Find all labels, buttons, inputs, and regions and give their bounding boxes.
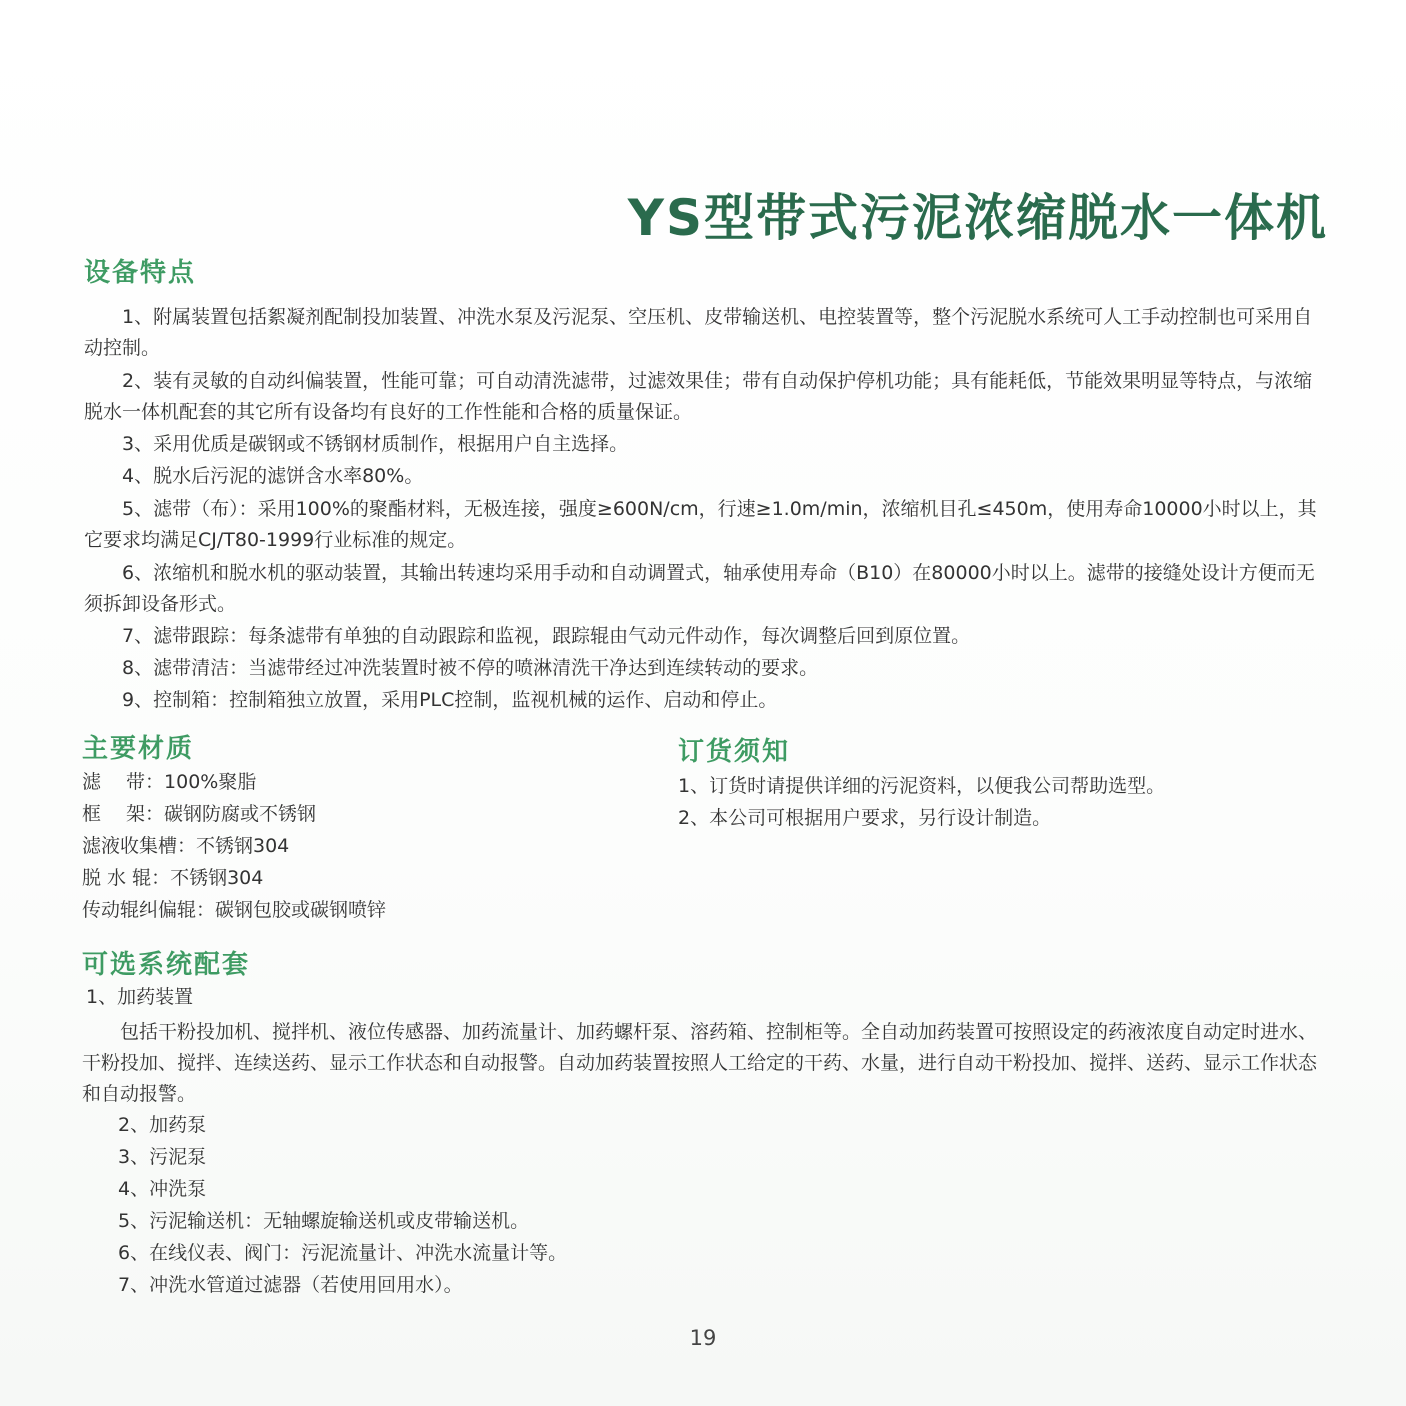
- material-item-filtrate-tank: 滤液收集槽：不锈钢304: [82, 835, 290, 857]
- feature-item-1: 1、附属装置包括絮凝剂配制投加装置、冲洗水泵及污泥泵、空压机、皮带输送机、电控装置等，整个污泥脱水系统可人工手动控制也可采用自动控制。: [84, 306, 1313, 359]
- feature-item-8: 8、滤带清洁：当滤带经过冲洗装置时被不停的喷淋清洗干净达到连续转动的要求。: [122, 657, 819, 679]
- page-number: 19: [689, 1326, 717, 1350]
- material-item-dewatering-roller: 脱 水 辊：不锈钢304: [82, 867, 264, 889]
- feature-item-2: 2、装有灵敏的自动纠偏装置，性能可靠；可自动清洗滤带，过滤效果佳；带有自动保护停机功能；具有能耗低，节能效果明显等特点，与浓缩脱水一体机配套的其它所有设备均有良好的工作性能和合格的质量保证。: [84, 370, 1313, 423]
- feature-item-5: 5、滤带（布）：采用100%的聚酯材料，无极连接，强度≥600N/cm，行速≥1.0m/min，浓缩机目孔≤450m，使用寿命10000小时以上，其它要求均满足CJ/T80-1999行业标准的规定。: [84, 498, 1317, 551]
- ordering-heading: 订货须知: [678, 737, 791, 767]
- page-title: YS型带式污泥浓缩脱水一体机: [627, 189, 1328, 247]
- optional-item-4: 4、冲洗泵: [118, 1178, 207, 1200]
- feature-item-4: 4、脱水后污泥的滤饼含水率80%。: [122, 465, 424, 487]
- material-item-filter-belt: 滤 带：100%聚脂: [82, 771, 257, 793]
- optional-item-1-title: 1、加药装置: [86, 986, 194, 1008]
- materials-heading: 主要材质: [82, 734, 195, 764]
- feature-item-7: 7、滤带跟踪：每条滤带有单独的自动跟踪和监视，跟踪辊由气动元件动作，每次调整后回到原位置。: [122, 625, 971, 647]
- optional-item-7: 7、冲洗水管道过滤器（若使用回用水）。: [118, 1274, 463, 1296]
- optional-item-3: 3、污泥泵: [118, 1146, 207, 1168]
- ordering-item-2: 2、本公司可根据用户要求，另行设计制造。: [678, 807, 1052, 829]
- optional-heading: 可选系统配套: [82, 950, 251, 980]
- feature-item-9: 9、控制箱：控制箱独立放置，采用PLC控制，监视机械的运作、启动和停止。: [122, 689, 778, 711]
- optional-item-2: 2、加药泵: [118, 1114, 207, 1136]
- feature-item-6: 6、浓缩机和脱水机的驱动装置，其输出转速均采用手动和自动调置式，轴承使用寿命（B10）在80000小时以上。滤带的接缝处设计方便而无须拆卸设备形式。: [84, 562, 1315, 615]
- optional-item-5: 5、污泥输送机：无轴螺旋输送机或皮带输送机。: [118, 1210, 530, 1232]
- optional-item-6: 6、在线仪表、阀门：污泥流量计、冲洗水流量计等。: [118, 1242, 568, 1264]
- ordering-item-1: 1、订货时请提供详细的污泥资料，以便我公司帮助选型。: [678, 775, 1166, 797]
- optional-item-1-description: 包括干粉投加机、搅拌机、液位传感器、加药流量计、加药螺杆泵、溶药箱、控制柜等。全自动加药装置可按照设定的药液浓度自动定时进水、干粉投加、搅拌、连续送药、显示工作状态和自动报警。自动加药装置按照人工给定的干药、水量，进行自动干粉投加、搅拌、送药、显示工作状态和自动报警。: [82, 1021, 1318, 1105]
- feature-item-3: 3、采用优质是碳钢或不锈钢材质制作，根据用户自主选择。: [122, 433, 629, 455]
- features-heading: 设备特点: [84, 258, 197, 288]
- material-item-drive-roller: 传动辊纠偏辊：碳钢包胶或碳钢喷锌: [82, 899, 387, 921]
- material-item-frame: 框 架：碳钢防腐或不锈钢: [82, 803, 317, 825]
